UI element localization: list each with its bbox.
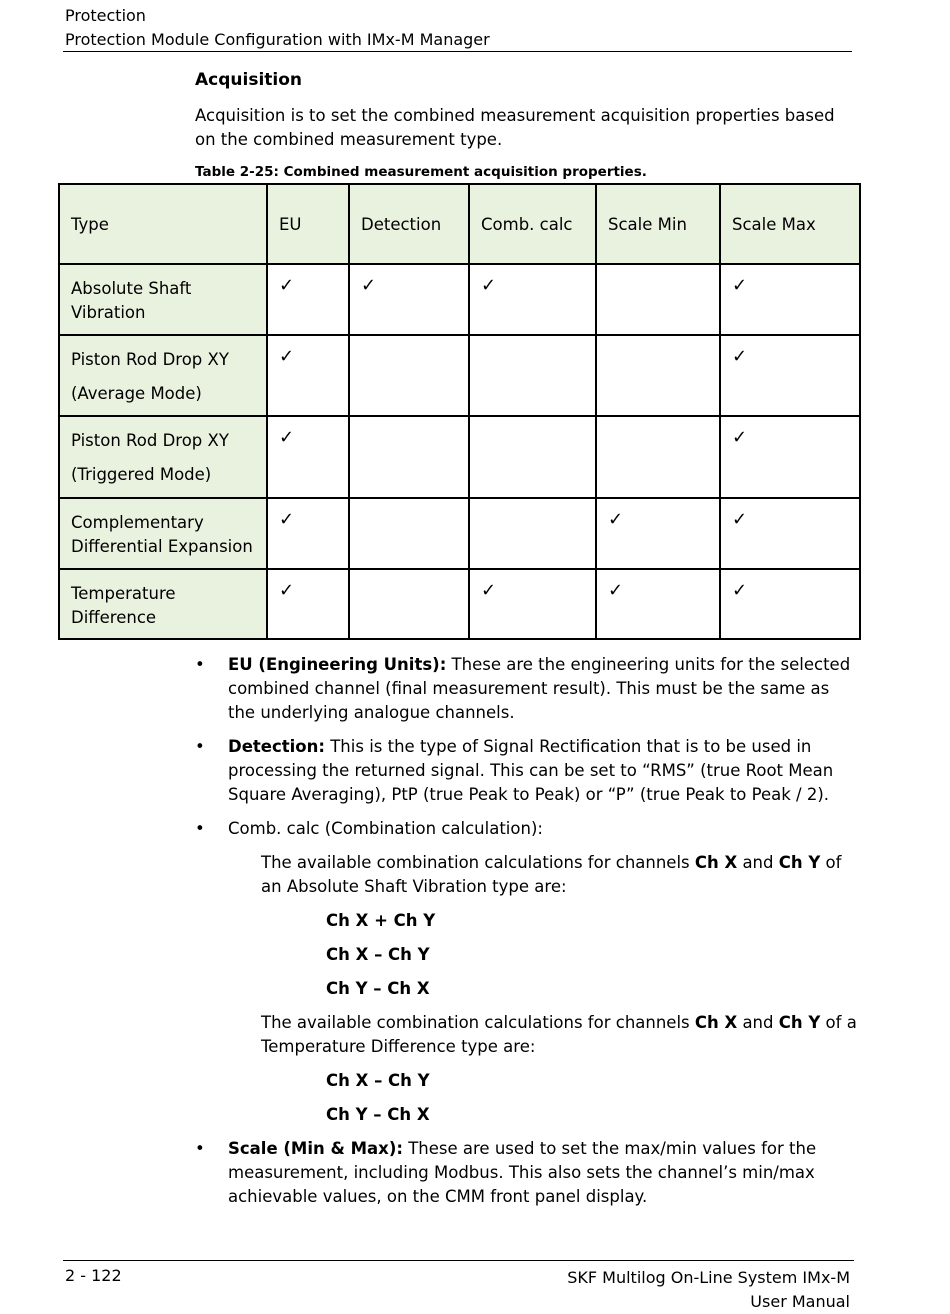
acquisition-properties-table — [58, 183, 861, 640]
eu-cell: ✓ — [267, 569, 349, 639]
scale-max-cell: ✓ — [720, 335, 860, 416]
table-caption: Table 2-25: Combined measurement acquisition properties. — [195, 164, 647, 180]
description: These are the engineering units for the selected combined channel (final measurement result). This must be the same as the underlying analogue channels. — [228, 655, 851, 722]
detection-cell: ✓ — [349, 264, 469, 335]
description: This is the type of Signal Rectification that is to be used in processing the returned signal. This can be set to “RMS” (true Root Mean Square Averaging), PtP (true Peak to Peak) or “P” (true Peak to Peak / 2). — [228, 737, 834, 804]
property-descriptions-list — [195, 653, 860, 1219]
formula: Ch X – Ch Y — [326, 1071, 430, 1090]
footer-title — [567, 1266, 850, 1314]
running-header-chapter: Protection — [65, 6, 146, 25]
table-row — [59, 569, 860, 639]
column-header: EU — [267, 184, 349, 264]
footer-title-line: User Manual — [750, 1292, 850, 1311]
eu-cell: ✓ — [267, 335, 349, 416]
description: These are used to set the max/min values for the measurement, including Modbus. This also sets the channel’s min/max achievable values, on the CMM front panel display. — [228, 1139, 817, 1206]
table-header-row — [59, 184, 860, 264]
term: EU (Engineering Units): — [228, 655, 447, 674]
detection-cell — [349, 569, 469, 639]
formula: Ch X – Ch Y — [326, 945, 430, 964]
column-header: Comb. calc — [469, 184, 596, 264]
header-divider — [63, 51, 852, 52]
bullet-icon: • — [195, 1139, 205, 1158]
list-item-detection — [195, 735, 860, 807]
bullet-icon: • — [195, 737, 205, 756]
term: Scale (Min & Max): — [228, 1139, 403, 1158]
section-heading: Acquisition — [195, 70, 303, 90]
formula: Ch Y – Ch X — [326, 979, 430, 998]
scale-min-cell: ✓ — [596, 569, 720, 639]
column-header: Type — [59, 184, 267, 264]
comb-calc-cell — [469, 335, 596, 416]
comb-abs-paragraph: The available combination calculations for channels Ch X and Ch Y of an Absolute Shaft Vibration type are: — [261, 853, 842, 896]
scale-max-cell: ✓ — [720, 416, 860, 498]
detection-cell — [349, 335, 469, 416]
scale-min-cell — [596, 335, 720, 416]
column-header: Scale Max — [720, 184, 860, 264]
footer-title-line: SKF Multilog On-Line System IMx-M — [567, 1268, 850, 1287]
list-item-eu — [195, 653, 860, 725]
comb-calc-cell — [469, 416, 596, 498]
description: Comb. calc (Combination calculation): — [228, 819, 543, 838]
comb-calc-cell — [469, 498, 596, 569]
bullet-icon: • — [195, 655, 205, 674]
eu-cell: ✓ — [267, 498, 349, 569]
type-cell: Complementary Differential Expansion — [59, 498, 267, 569]
comb-calc-cell: ✓ — [469, 264, 596, 335]
intro-paragraph: Acquisition is to set the combined measurement acquisition properties based on the combined measurement type. — [195, 106, 835, 149]
page-number: 2 - 122 — [65, 1266, 122, 1285]
scale-min-cell — [596, 416, 720, 498]
eu-cell: ✓ — [267, 264, 349, 335]
scale-max-cell: ✓ — [720, 569, 860, 639]
table-row — [59, 416, 860, 498]
running-header-section: Protection Module Configuration with IMx-M Manager — [65, 30, 490, 49]
column-header: Detection — [349, 184, 469, 264]
bullet-icon: • — [195, 819, 205, 838]
type-cell: Absolute Shaft Vibration — [59, 264, 267, 335]
table-row — [59, 498, 860, 569]
table-row — [59, 264, 860, 335]
footer-divider — [63, 1260, 854, 1261]
comb-calc-cell: ✓ — [469, 569, 596, 639]
scale-max-cell: ✓ — [720, 264, 860, 335]
type-cell: Piston Rod Drop XY (Average Mode) — [59, 335, 267, 416]
list-item-comb-calc — [195, 817, 860, 1127]
column-header: Scale Min — [596, 184, 720, 264]
type-cell: Piston Rod Drop XY (Triggered Mode) — [59, 416, 267, 498]
list-item-scale — [195, 1137, 860, 1209]
type-cell: Temperature Difference — [59, 569, 267, 639]
term: Detection: — [228, 737, 325, 756]
scale-max-cell: ✓ — [720, 498, 860, 569]
formula: Ch X + Ch Y — [326, 911, 436, 930]
scale-min-cell: ✓ — [596, 498, 720, 569]
table-row — [59, 335, 860, 416]
formula: Ch Y – Ch X — [326, 1105, 430, 1124]
eu-cell: ✓ — [267, 416, 349, 498]
comb-temp-paragraph: The available combination calculations for channels Ch X and Ch Y of a Temperature Difference type are: — [261, 1013, 857, 1056]
detection-cell — [349, 416, 469, 498]
detection-cell — [349, 498, 469, 569]
scale-min-cell — [596, 264, 720, 335]
